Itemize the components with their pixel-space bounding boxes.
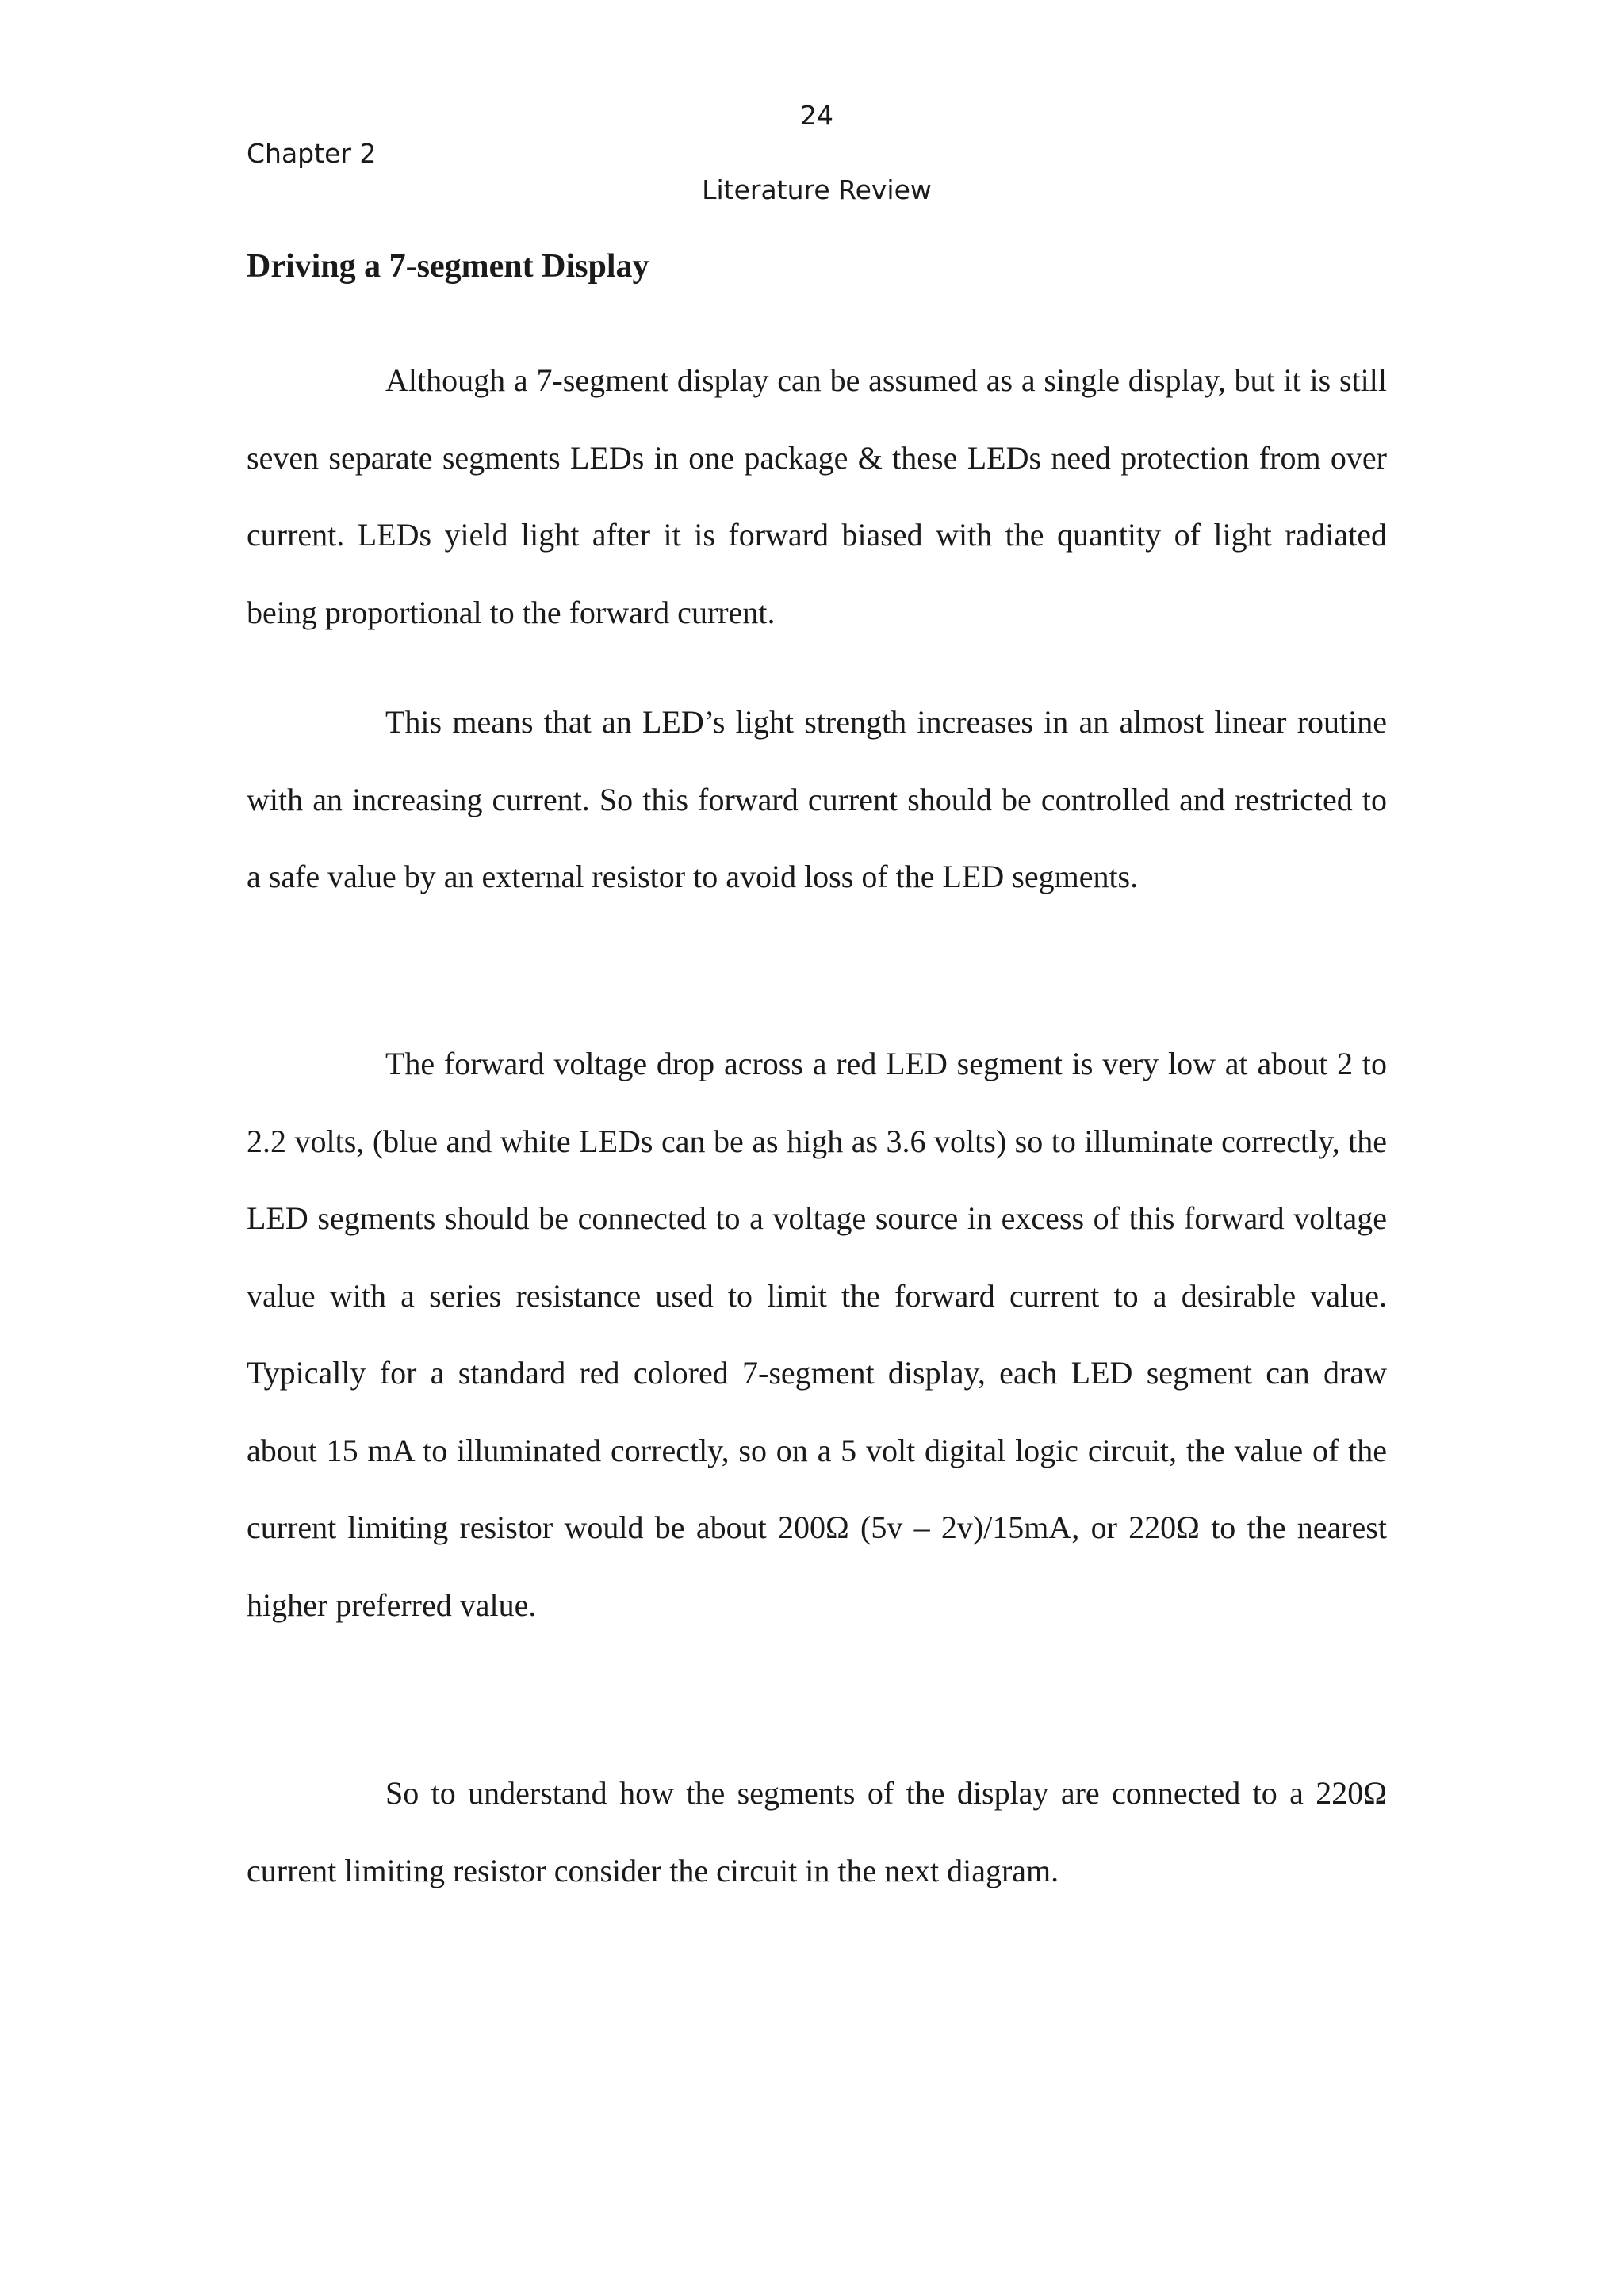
- paragraph-4-block: [247, 1755, 1387, 1909]
- running-head: Literature Review: [702, 174, 932, 205]
- chapter-label: Chapter 2: [247, 138, 377, 169]
- page-number: 24: [800, 100, 833, 131]
- body-paragraph: This means that an LED’s light strength increases in an almost linear routine with an increasing current. So this forward current should be controlled and restricted to a safe value by an external resistor to avoid loss of the LED segments.: [247, 704, 1387, 894]
- section-title: Driving a 7-segment Display: [247, 248, 649, 285]
- body-paragraph: Although a 7-segment display can be assumed as a single display, but it is still seven separate segments LEDs in one package & these LEDs need protection from over current. LEDs yield light after it is forward biased with the quantity of light radiated being proportional to the forward current.: [247, 362, 1387, 630]
- body-paragraph: So to understand how the segments of the display are connected to a 220Ω current limiting resistor consider the circuit in the next diagram.: [247, 1775, 1387, 1888]
- paragraph-1-block: [247, 342, 1387, 651]
- body-paragraph: The forward voltage drop across a red LED segment is very low at about 2 to 2.2 volts, (blue and white LEDs can be as high as 3.6 volts) so to illuminate correctly, the LED segments should be connected to a voltage source in excess of this forward voltage value with a series resistance used to limit the forward current to a desirable value. Typically for a standard red colored 7-segment display, each LED segment can draw about 15 mA to illuminated correctly, so on a 5 volt digital logic circuit, the value of the current limiting resistor would be about 200Ω (5v – 2v)/15mA, or 220Ω to the nearest higher preferred value.: [247, 1046, 1387, 1623]
- paragraph-2-block: [247, 683, 1387, 916]
- paragraph-3-block: [247, 1025, 1387, 1644]
